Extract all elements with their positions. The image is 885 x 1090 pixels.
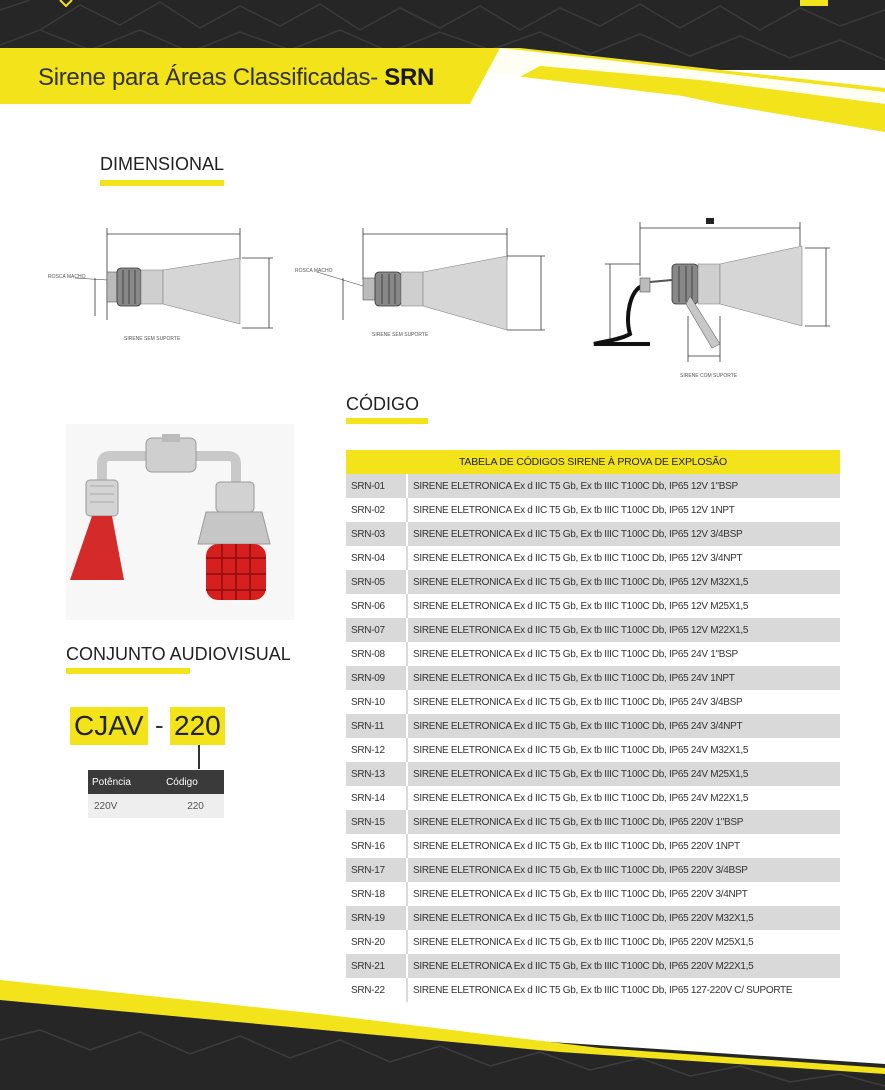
table-row — [346, 738, 840, 762]
description-cell: SIRENE ELETRONICA Ex d IIC T5 Gb, Ex tb IIIC T100C Db, IP65 220V 3/4NPT — [407, 882, 840, 906]
conjunto-heading: CONJUNTO AUDIOVISUAL — [66, 644, 291, 664]
description-cell: SIRENE ELETRONICA Ex d IIC T5 Gb, Ex tb IIIC T100C Db, IP65 220V 1"BSP — [407, 810, 840, 834]
code-cell: SRN-20 — [346, 930, 407, 954]
codes-table-title: TABELA DE CÓDIGOS SIRENE À PROVA DE EXPLOSÃO — [346, 450, 840, 474]
dimensional-underline — [100, 180, 224, 186]
conjunto-header-codigo: Código — [162, 770, 224, 794]
table-row — [346, 570, 840, 594]
table-row — [346, 594, 840, 618]
code-cell: SRN-21 — [346, 954, 407, 978]
code-cell: SRN-09 — [346, 666, 407, 690]
drawing-1-caption: SIRENE SEM SUPORTE — [124, 336, 181, 342]
conjunto-table — [88, 770, 224, 818]
code-cell: SRN-22 — [346, 978, 407, 1002]
table-row — [346, 618, 840, 642]
table-row — [346, 666, 840, 690]
code-cell: SRN-11 — [346, 714, 407, 738]
conjunto-cell-codigo: 220 — [162, 794, 224, 818]
code-cell: SRN-05 — [346, 570, 407, 594]
table-row — [346, 762, 840, 786]
code-cell: SRN-04 — [346, 546, 407, 570]
table-row — [346, 906, 840, 930]
codigo-underline — [346, 418, 428, 424]
conjunto-header-potencia: Potência — [88, 770, 162, 794]
code-cell: SRN-06 — [346, 594, 407, 618]
codes-table — [346, 450, 840, 1002]
dimension-drawing-2 — [295, 220, 545, 350]
code-cell: SRN-12 — [346, 738, 407, 762]
description-cell: SIRENE ELETRONICA Ex d IIC T5 Gb, Ex tb IIIC T100C Db, IP65 24V 3/4NPT — [407, 714, 840, 738]
drawing-1-side-label: ROSCA MACHO — [48, 274, 86, 280]
code-cell: SRN-19 — [346, 906, 407, 930]
code-prefix: CJAV — [70, 707, 148, 745]
dimension-drawing-3 — [580, 216, 840, 376]
table-row — [346, 522, 840, 546]
description-cell: SIRENE ELETRONICA Ex d IIC T5 Gb, Ex tb IIIC T100C Db, IP65 12V 3/4NPT — [407, 546, 840, 570]
code-cell: SRN-07 — [346, 618, 407, 642]
table-row — [346, 474, 840, 498]
description-cell: SIRENE ELETRONICA Ex d IIC T5 Gb, Ex tb IIIC T100C Db, IP65 12V 3/4BSP — [407, 522, 840, 546]
description-cell: SIRENE ELETRONICA Ex d IIC T5 Gb, Ex tb IIIC T100C Db, IP65 220V 1NPT — [407, 834, 840, 858]
table-row — [346, 882, 840, 906]
description-cell: SIRENE ELETRONICA Ex d IIC T5 Gb, Ex tb IIIC T100C Db, IP65 24V 1"BSP — [407, 642, 840, 666]
table-row — [346, 498, 840, 522]
table-row — [346, 786, 840, 810]
footer-decoration — [0, 970, 885, 1090]
drawing-3-caption: SIRENE COM SUPORTE — [680, 373, 738, 379]
description-cell: SIRENE ELETRONICA Ex d IIC T5 Gb, Ex tb IIIC T100C Db, IP65 12V 1"BSP — [407, 474, 840, 498]
table-row — [346, 546, 840, 570]
description-cell: SIRENE ELETRONICA Ex d IIC T5 Gb, Ex tb IIIC T100C Db, IP65 24V M25X1,5 — [407, 762, 840, 786]
description-cell: SIRENE ELETRONICA Ex d IIC T5 Gb, Ex tb IIIC T100C Db, IP65 24V 1NPT — [407, 666, 840, 690]
description-cell: SIRENE ELETRONICA Ex d IIC T5 Gb, Ex tb IIIC T100C Db, IP65 12V M22X1,5 — [407, 618, 840, 642]
description-cell: SIRENE ELETRONICA Ex d IIC T5 Gb, Ex tb IIIC T100C Db, IP65 12V 1NPT — [407, 498, 840, 522]
description-cell: SIRENE ELETRONICA Ex d IIC T5 Gb, Ex tb IIIC T100C Db, IP65 220V M25X1,5 — [407, 930, 840, 954]
dimension-drawing-1 — [45, 220, 285, 350]
dimensional-heading: DIMENSIONAL — [100, 154, 225, 174]
logo-mark — [60, 0, 72, 6]
code-cell: SRN-16 — [346, 834, 407, 858]
code-cell: SRN-14 — [346, 786, 407, 810]
conjunto-underline — [66, 668, 190, 674]
table-row — [346, 810, 840, 834]
description-cell: SIRENE ELETRONICA Ex d IIC T5 Gb, Ex tb IIIC T100C Db, IP65 24V 3/4BSP — [407, 690, 840, 714]
description-cell: SIRENE ELETRONICA Ex d IIC T5 Gb, Ex tb IIIC T100C Db, IP65 12V M25X1,5 — [407, 594, 840, 618]
table-row — [346, 642, 840, 666]
description-cell: SIRENE ELETRONICA Ex d IIC T5 Gb, Ex tb IIIC T100C Db, IP65 127-220V C/ SUPORTE — [407, 978, 840, 1002]
code-cell: SRN-18 — [346, 882, 407, 906]
description-cell: SIRENE ELETRONICA Ex d IIC T5 Gb, Ex tb IIIC T100C Db, IP65 24V M22X1,5 — [407, 786, 840, 810]
table-row — [346, 930, 840, 954]
drawing-2-side-label: ROSCA MACHO — [295, 268, 333, 274]
corner-logo-mark — [800, 0, 828, 6]
code-dash: - — [155, 710, 164, 740]
table-row — [346, 834, 840, 858]
table-row — [346, 690, 840, 714]
drawing-2-caption: SIRENE SEM SUPORTE — [372, 332, 429, 338]
code-pointer-line — [198, 745, 200, 769]
code-cell: SRN-02 — [346, 498, 407, 522]
code-suffix: 220 — [170, 707, 225, 745]
description-cell: SIRENE ELETRONICA Ex d IIC T5 Gb, Ex tb IIIC T100C Db, IP65 220V M22X1,5 — [407, 954, 840, 978]
description-cell: SIRENE ELETRONICA Ex d IIC T5 Gb, Ex tb IIIC T100C Db, IP65 220V 3/4BSP — [407, 858, 840, 882]
table-row — [346, 858, 840, 882]
description-cell: SIRENE ELETRONICA Ex d IIC T5 Gb, Ex tb IIIC T100C Db, IP65 24V M32X1,5 — [407, 738, 840, 762]
description-cell: SIRENE ELETRONICA Ex d IIC T5 Gb, Ex tb IIIC T100C Db, IP65 12V M32X1,5 — [407, 570, 840, 594]
audiovisual-set-photo — [66, 424, 294, 620]
code-cell: SRN-17 — [346, 858, 407, 882]
conjunto-cell-potencia: 220V — [88, 794, 162, 818]
description-cell: SIRENE ELETRONICA Ex d IIC T5 Gb, Ex tb IIIC T100C Db, IP65 220V M32X1,5 — [407, 906, 840, 930]
code-cell: SRN-10 — [346, 690, 407, 714]
code-cell: SRN-01 — [346, 474, 407, 498]
table-row — [346, 714, 840, 738]
code-cell: SRN-08 — [346, 642, 407, 666]
code-cell: SRN-13 — [346, 762, 407, 786]
codigo-heading: CÓDIGO — [346, 394, 420, 414]
page-title: Sirene para Áreas Classificadas- SRN — [38, 64, 435, 91]
code-cell: SRN-15 — [346, 810, 407, 834]
code-cell: SRN-03 — [346, 522, 407, 546]
